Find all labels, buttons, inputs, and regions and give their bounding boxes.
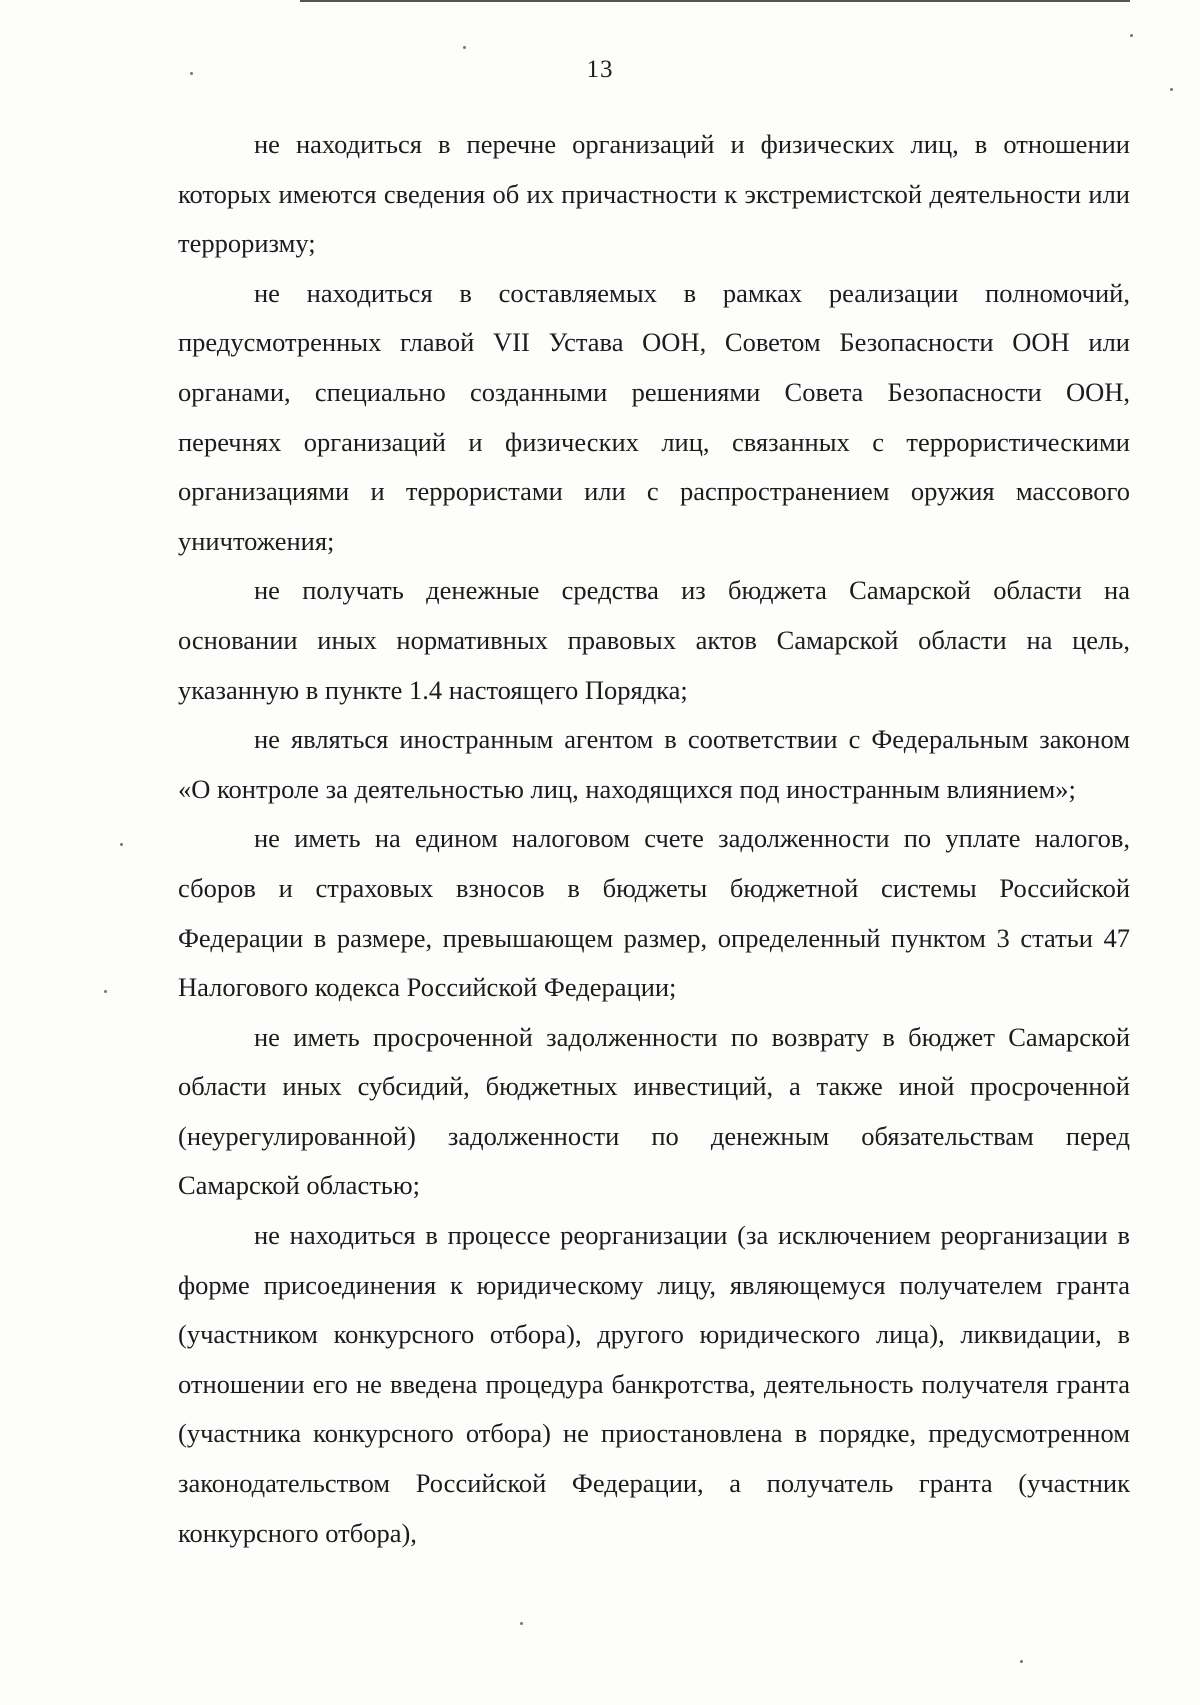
scan-speck — [1170, 88, 1173, 91]
paragraph-6: не иметь просроченной задолженности по возврату в бюджет Самарской области иных субсидий, бюджетных инвестиций, а также иной просроченной (неурегулированной) задолженности по денежным обязательствам перед Самарской областью; — [178, 1021, 1130, 1201]
scan-speck — [1130, 34, 1133, 37]
scan-speck — [104, 990, 107, 993]
paragraph-5: не иметь на едином налоговом счете задолженности по уплате налогов, сборов и страховых взносов в бюджеты бюджетной системы Российской Федерации в размере, превышающем размер, определенный пунктом 3 статьи 47 Налогового кодекса Российской Федерации; — [178, 823, 1130, 1003]
page-number: 13 — [586, 56, 614, 83]
paragraph-2: не находиться в составляемых в рамках реализации полномочий, предусмотренных главой VII Устава ООН, Советом Безопасности ООН или органами, специально созданными решениями Совета Безопасности ООН, перечнях организаций и физических лиц, связанных с террористическими организациями и террористами или с распространением оружия массового уничтожения; — [178, 277, 1130, 556]
document-body — [178, 120, 1130, 1558]
paragraph-1: не находиться в перечне организаций и физических лиц, в отношении которых имеются сведения об их причастности к экстремистской деятельности или терроризму; — [178, 129, 1130, 259]
scan-speck — [120, 843, 123, 846]
scan-speck — [463, 46, 466, 49]
scan-speck — [520, 1622, 523, 1625]
scan-speck — [1020, 1660, 1023, 1663]
paragraph-3: не получать денежные средства из бюджета Самарской области на основании иных нормативных правовых актов Самарской области на цель, указанную в пункте 1.4 настоящего Порядка; — [178, 575, 1130, 705]
paragraph-7: не находиться в процессе реорганизации (за исключением реорганизации в форме присоединения к юридическому лицу, являющемуся получателем гранта (участником конкурсного отбора), другого юридического лица), ликвидации, в отношении его не введена процедура банкротства, деятельность получателя гранта (участника конкурсного отбора) не приостановлена в порядке, предусмотренном законодательством Российской Федерации, а получатель гранта (участник конкурсного отбора), — [178, 1220, 1130, 1548]
top-edge-rule — [300, 0, 1130, 2]
scan-speck — [190, 72, 193, 75]
paragraph-4: не являться иностранным агентом в соответствии с Федеральным законом «О контроле за деятельностью лиц, находящихся под иностранным влиянием»; — [178, 724, 1130, 804]
